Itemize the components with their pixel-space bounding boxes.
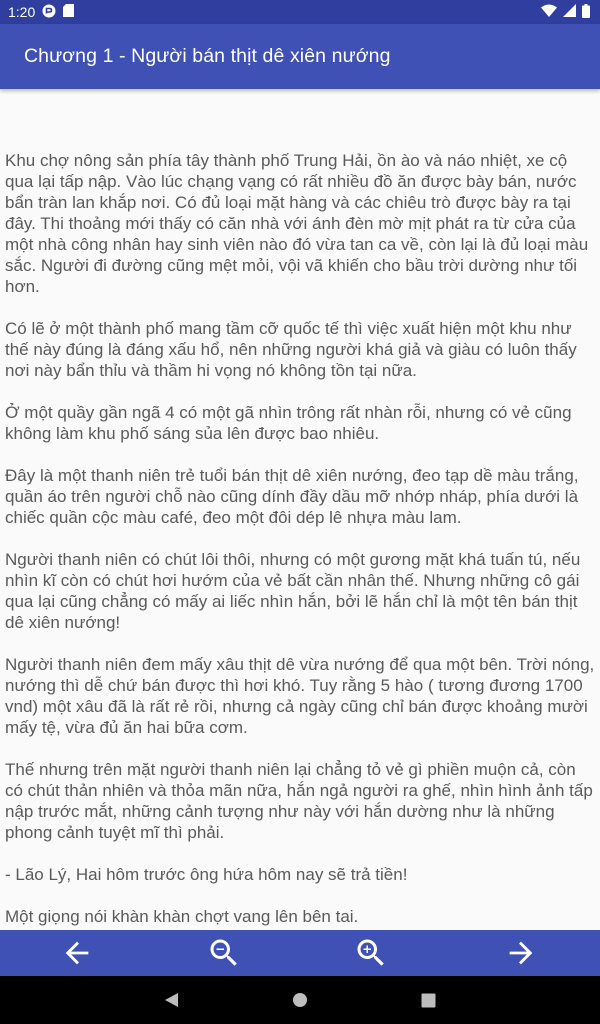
cellular-signal-icon xyxy=(563,4,576,20)
recents-square-icon xyxy=(421,993,436,1008)
status-right xyxy=(541,4,590,21)
sd-card-icon xyxy=(63,4,74,20)
status-bar xyxy=(0,0,600,24)
arrow-right-icon xyxy=(504,936,538,970)
paragraph: Khu chợ nông sản phía tây thành phố Trung Hải, ồn ào và náo nhiệt, xe cộ qua lại tấp nập. Vào lúc chạng vạng có rất nhiều đồ ăn được bày bán, nước bẩn tràn lan khắp nơi. Có đủ loại mặt hàng và các chiêu trò được bày ra tại đây. Thi thoảng mới thấy có căn nhà với ánh đèn mờ mịt phát ra từ cửa của một nhà công nhân hay sinh viên nào đó vừa tan ca về, còn lại là đủ loại màu sắc. Người đi đường cũng mệt mỏi, vội vã khiến cho bầu trời dường như tối hơn. xyxy=(5,151,589,296)
home-nav-button[interactable] xyxy=(288,988,312,1012)
wifi-icon xyxy=(541,4,557,20)
paragraph: Người thanh niên đem mấy xâu thịt dê vừa nướng để qua một bên. Trời nóng, nướng thì dễ chứ bán được thì hơi khó. Tuy rằng 5 hào ( tương đương 1700 vnd) một xâu đã là rất rẻ rồi, nhưng cả ngày cũng chỉ bán được khoảng mười mấy tệ, vừa đủ ăn hai bữa cơm. xyxy=(5,655,595,737)
paragraph: Đây là một thanh niên trẻ tuổi bán thịt dê xiên nướng, đeo tạp dề màu trắng, quần áo trên người chỗ nào cũng dính đầy dầu mỡ nhớp nháp, phía dưới là chiếc quần cộc màu café, đeo một đôi dép lê nhựa màu lam. xyxy=(5,466,579,527)
previous-page-button[interactable] xyxy=(59,935,95,971)
reader-toolbar xyxy=(0,930,600,976)
next-page-button[interactable] xyxy=(503,935,539,971)
zoom-out-icon xyxy=(206,935,242,971)
status-left xyxy=(8,4,74,21)
system-navigation-bar xyxy=(0,976,600,1024)
status-time: 1:20 xyxy=(8,4,36,20)
home-circle-icon xyxy=(292,992,308,1008)
paragraph: Người thanh niên có chút lôi thôi, nhưng có một gương mặt khá tuấn tú, nếu nhìn kĩ còn có chút hơi hướm của vẻ bất cần nhân thế. Nhưng những cô gái qua lại cũng chẳng có mấy ai liếc nhìn hắn, bởi lẽ hắn chỉ là một tên bán thịt dê xiên nướng! xyxy=(5,550,581,632)
chapter-content[interactable] xyxy=(0,89,600,930)
back-nav-button[interactable] xyxy=(159,988,183,1012)
paragraph: Thế nhưng trên mặt người thanh niên lại chẳng tỏ vẻ gì phiền muộn cả, còn có chút thản nhiên và thỏa mãn nữa, hắn ngả người ra ghế, nhìn hình ảnh tấp nập trước mắt, những cảnh tượng như này với hắn dường như là những phong cảnh tuyệt mĩ thì phải. xyxy=(5,760,593,842)
back-triangle-icon xyxy=(162,991,180,1009)
paragraph: Một giọng nói khàn khàn chợt vang lên bên tai. xyxy=(5,907,359,926)
paragraph: - Lão Lý, Hai hôm trước ông hứa hôm nay sẽ trả tiền! xyxy=(5,865,408,884)
paragraph: Ở một quầy gần ngã 4 có một gã nhìn trông rất nhàn rỗi, nhưng có vẻ cũng không làm khu phố sáng sủa lên được bao nhiêu. xyxy=(5,403,572,443)
paragraph: Có lẽ ở một thành phố mang tầm cỡ quốc tế thì việc xuất hiện một khu như thế này đúng là đáng xấu hổ, nên những người khá giả và giàu có luôn thấy nơi này bẩn thỉu và thầm hi vọng nó không tồn tại nữa. xyxy=(5,319,577,380)
zoom-in-icon xyxy=(353,935,389,971)
app-notification-icon xyxy=(42,4,56,21)
app-bar xyxy=(0,24,600,89)
chapter-title: Chương 1 - Người bán thịt dê xiên nướng xyxy=(24,45,391,67)
zoom-in-button[interactable] xyxy=(353,935,389,971)
battery-icon xyxy=(582,4,590,21)
zoom-out-button[interactable] xyxy=(206,935,242,971)
recents-nav-button[interactable] xyxy=(416,988,440,1012)
arrow-left-icon xyxy=(60,936,94,970)
